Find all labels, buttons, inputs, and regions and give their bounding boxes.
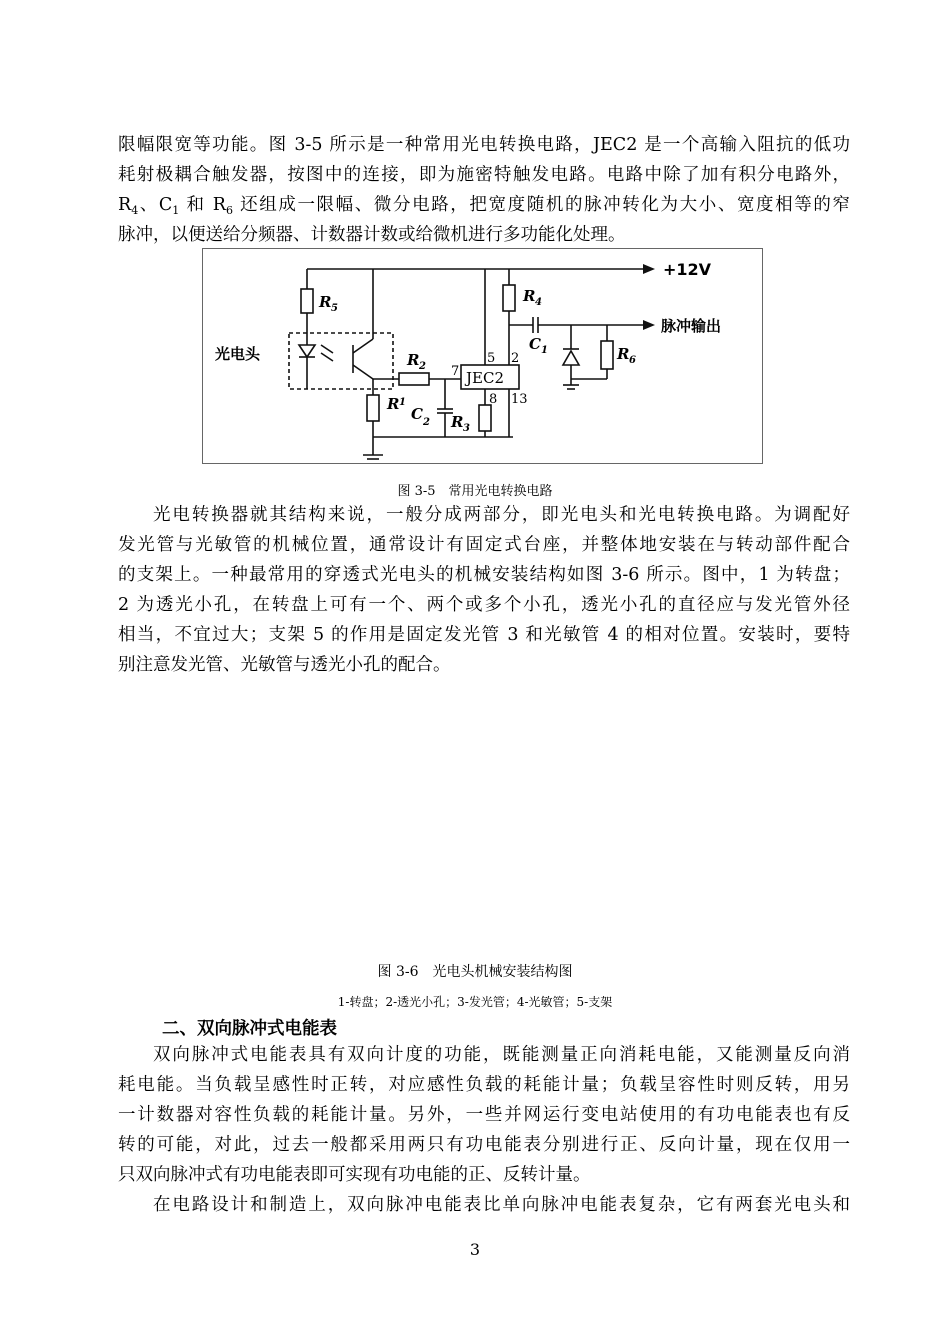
- r4-label: R: [523, 287, 536, 305]
- text-line: 的支架上。一种最常用的穿透式光电头的机械安装结构如图 3-6 所示。图中，1 为转盘；: [118, 565, 850, 585]
- text-line: [118, 1040, 850, 1070]
- symbol-r4: R: [118, 195, 132, 215]
- r6-label: R: [617, 345, 630, 363]
- subscript: 6: [225, 204, 233, 217]
- r6-sub: 6: [629, 355, 636, 366]
- text-line: 别注意发光管、光敏管与透光小孔的配合。: [118, 655, 451, 675]
- text-line: 耗射极耦合触发器，按图中的连接，即为施密特触发电路。电路中除了加有积分电路外，: [118, 165, 850, 185]
- subscript: 1: [172, 204, 180, 217]
- text-line: 转的可能，对此，过去一般都采用两只有功电能表分别进行正、反向计量，现在仅用一: [118, 1135, 850, 1155]
- text-line: 只双向脉冲式有功电能表即可实现有功电能的正、反转计量。: [118, 1165, 591, 1185]
- text-line: 一计数器对容性负载的耗能计量。另外，一些并网运行变电站使用的有功电能表也有反: [118, 1105, 850, 1125]
- circuit-diagram-figure: [202, 248, 763, 464]
- text-line: 脉冲，以便送给分频器、计数器计数或给微机进行多功能化处理。: [118, 225, 626, 245]
- r3-sub: 3: [463, 423, 470, 434]
- r2-label: R: [407, 351, 420, 369]
- text-line: 发光管与光敏管的机械位置，通常设计有固定式台座，并整体地安装在与转动部件配合: [118, 535, 850, 555]
- paragraph-photoconverter: [118, 500, 850, 680]
- page-number: 3: [469, 1240, 481, 1259]
- figure-3-6-area: [118, 690, 850, 950]
- text-line: [118, 190, 850, 220]
- text-line: [118, 500, 850, 530]
- r5-label: R: [319, 293, 332, 311]
- text-fragment: 在电路设计和制造上，双向脉冲电能表比单向脉冲电能表复杂，它有两套光电头和: [153, 1195, 850, 1215]
- text-line: 相当，不宜过大；支架 5 的作用是固定发光管 3 和光敏管 4 的相对位置。安装时，要特: [118, 625, 850, 645]
- c1-sub: 1: [541, 345, 548, 356]
- r2-sub: 2: [419, 361, 426, 372]
- pin-2-label: 2: [511, 351, 520, 366]
- symbol-c1: 、C: [138, 195, 173, 215]
- pin-8-label: 8: [489, 392, 498, 407]
- paragraph-bidirectional: [118, 1040, 850, 1190]
- output-label: 脉冲输出: [661, 317, 722, 335]
- paragraph-design: [118, 1190, 850, 1220]
- text-line: 耗电能。当负载呈感性时正转，对应感性负载的耗能计量；负载呈容性时则反转，用另: [118, 1075, 850, 1095]
- r1-label: R: [387, 395, 400, 413]
- figure-3-6-legend: 1-转盘；2-透光小孔；3-发光管；4-光敏管；5-支架: [337, 995, 613, 1009]
- pin-13-label: 13: [511, 392, 528, 407]
- section-heading: 二、双向脉冲式电能表: [162, 1019, 337, 1039]
- text-fragment: 光电转换器就其结构来说，一般分成两部分，即光电头和光电转换电路。为调配好: [153, 505, 850, 525]
- c2-sub: 2: [423, 417, 430, 428]
- pin-7-label: 7: [451, 364, 460, 379]
- circuit-diagram: [203, 249, 762, 463]
- r4-sub: 4: [535, 297, 542, 308]
- paragraph-intro: [118, 130, 850, 250]
- supply-label: +12V: [663, 260, 712, 279]
- text-line: 2 为透光小孔，在转盘上可有一个、两个或多个小孔，透光小孔的直径应与发光管外径: [118, 595, 850, 615]
- figure-3-6-caption: 图 3-6 光电头机械安装结构图: [377, 964, 573, 980]
- r5-sub: 5: [331, 303, 338, 314]
- text-fragment: 还组成一限幅、微分电路，把宽度随机的脉冲转化为大小、宽度相等的窄: [232, 195, 850, 215]
- photohead-label: 光电头: [215, 345, 261, 363]
- chip-label: JEC2: [466, 369, 504, 387]
- symbol-r6: 和 R: [179, 195, 226, 215]
- c2-label: C: [411, 405, 423, 423]
- subscript: 4: [131, 204, 139, 217]
- c1-label: C: [529, 335, 541, 353]
- r1-sub: 1: [399, 397, 406, 408]
- text-line: [118, 1190, 850, 1220]
- text-fragment: 双向脉冲式电能表具有双向计度的功能，既能测量正向消耗电能，又能测量反向消: [153, 1045, 850, 1065]
- pin-5-label: 5: [487, 351, 496, 366]
- r3-label: R: [451, 413, 464, 431]
- text-line: 限幅限宽等功能。图 3-5 所示是一种常用光电转换电路，JEC2 是一个高输入阻抗的低功: [118, 135, 850, 155]
- figure-3-5-caption: 图 3-5 常用光电转换电路: [397, 484, 553, 499]
